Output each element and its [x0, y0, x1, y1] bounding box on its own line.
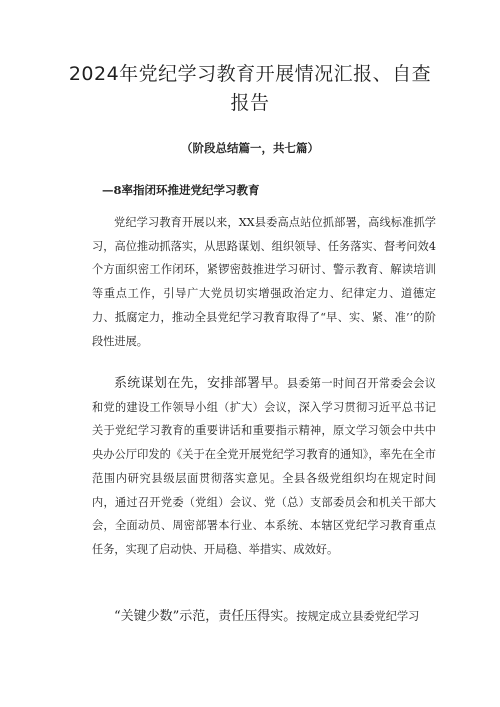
paragraph-lead: 系统谋划在先，安排部署早。 — [114, 376, 287, 391]
paragraph-3 — [92, 605, 436, 629]
paragraph-lead: “关键少数”示范，责任压得实。 — [114, 609, 297, 624]
paragraph-text: 县委第一时间召开常委会会议和党的建设工作领导小组（扩大）会议，深入学习贯彻习近平总书记关于党纪学习教育的重要讲话和重要指示精神，原文学习领会中共中央办公厅印发的《关于在全党开展党纪学习教育的通知》，率先在全市范围内研究县级层面贯彻落实意见。全县各级党组织均在规定时间内，通过召开党委（党组）会议、党（总）支部委员会和机关干部大会，全面动员、周密部署本行业、本系统、本辖区党纪学习教育重点任务，实现了启动快、开局稳、举措实、成效好。 — [92, 377, 436, 556]
section-heading: —8率指闭环推进党纪学习教育 — [102, 183, 260, 197]
paragraph-text: 党纪学习教育开展以来，XX县委高点站位抓部署，高线标准抓学习，高位推动抓落实，从思路谋划、组织领导、任务落实、督考问效4个方面织密工作闭环，紧锣密鼓推进学习研讨、警示教育、解读培训等重点工作，引导广大党员切实增强政治定力、纪律定力、道德定力、抵腐定力，推动全县党纪学习教育取得了“早、实、紧、准’’的阶段性进展。 — [92, 216, 436, 348]
document-subtitle: （阶段总结篇一，共七篇） — [181, 141, 319, 155]
paragraph-text: 按规定成立县委党纪学习 — [296, 610, 420, 623]
paragraph-2 — [92, 372, 436, 562]
paragraph-1 — [92, 211, 436, 353]
document-title: 2024年党纪学习教育开展情况汇报、自查报告 — [68, 63, 432, 114]
